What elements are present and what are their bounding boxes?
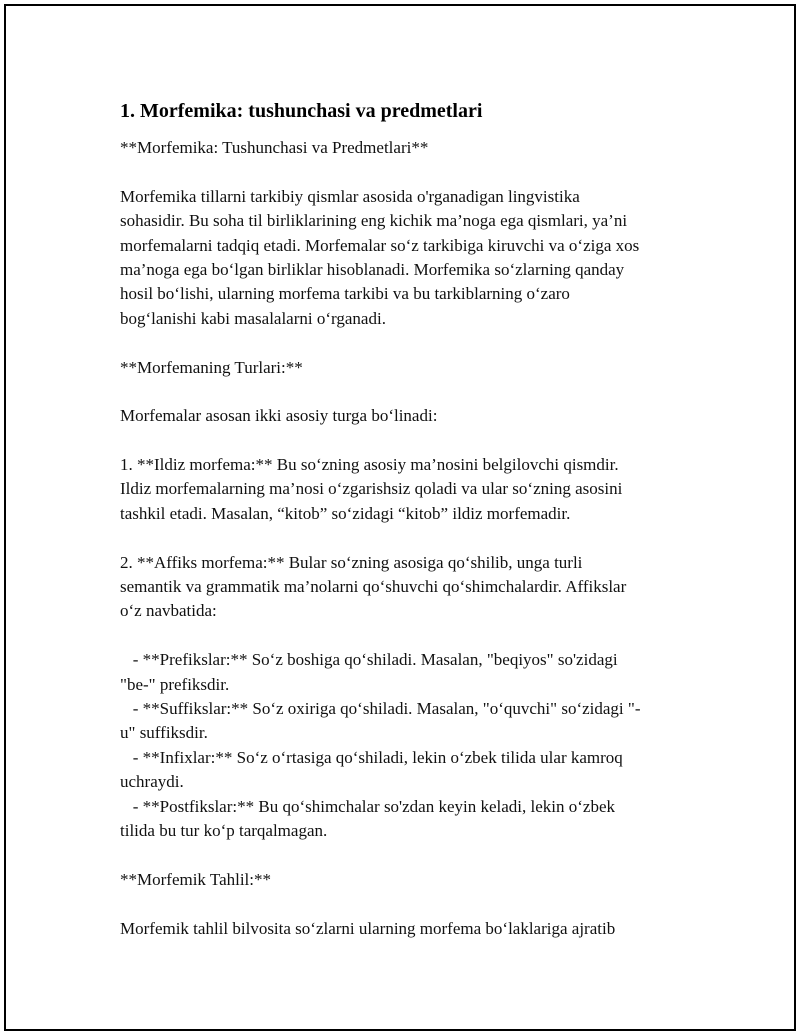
document-text — [120, 136, 700, 941]
text-line: - **Postfikslar:** Bu qo‘shimchalar so'zdan keyin keladi, lekin o‘zbek — [120, 796, 616, 816]
text-line: tashkil etadi. Masalan, “kitob” so‘zidagi “kitob” ildiz morfemadir. — [120, 503, 571, 523]
text-line: semantik va grammatik ma’nolarni qo‘shuvchi qo‘shimchalardir. Affikslar — [120, 577, 627, 597]
text-line: 1. **Ildiz morfema:** Bu so‘zning asosiy ma’nosini belgilovchi qismdir. — [120, 455, 619, 475]
text-line: o‘z navbatida: — [120, 601, 217, 621]
blank-line — [120, 624, 700, 648]
text-line: **Morfemik Tahlil:** — [120, 869, 272, 889]
text-line: Morfemik tahlil bilvosita so‘zlarni ularning morfema bo‘laklariga ajratib — [120, 918, 616, 938]
text-line: Ildiz morfemalarning ma’nosi o‘zgarishsiz qoladi va ular so‘zning asosini — [120, 479, 623, 499]
text-line: bog‘lanishi kabi masalalarni o‘rganadi. — [120, 308, 386, 328]
text-line: Morfemalar asosan ikki asosiy turga bo‘linadi: — [120, 406, 438, 426]
text-line: - **Suffikslar:** So‘z oxiriga qo‘shiladi. Masalan, "o‘quvchi" so‘zidagi "- — [120, 698, 641, 718]
blank-line — [120, 892, 700, 916]
text-line: **Morfemaning Turlari:** — [120, 357, 303, 377]
blank-line — [120, 380, 700, 404]
text-line: uchraydi. — [120, 772, 184, 792]
blank-line — [120, 331, 700, 355]
text-line: Morfemika tillarni tarkibiy qismlar asosida o'rganadigan lingvistika — [120, 186, 580, 206]
document-body — [120, 98, 700, 941]
blank-line — [120, 429, 700, 453]
text-line: sohasidir. Bu soha til birliklarining eng kichik ma’noga ega qismlari, ya’ni — [120, 211, 628, 231]
text-line: - **Prefikslar:** So‘z boshiga qo‘shiladi. Masalan, "beqiyos" so'zidagi — [120, 650, 618, 670]
text-line: ma’noga ega bo‘lgan birliklar hisoblanadi. Morfemika so‘zlarning qanday — [120, 259, 625, 279]
text-line: u" suffiksdir. — [120, 723, 208, 743]
text-line: **Morfemika: Tushunchasi va Predmetlari** — [120, 138, 429, 157]
blank-line — [120, 526, 700, 550]
document-title: 1. Morfemika: tushunchasi va predmetlari — [120, 100, 483, 122]
text-line: 2. **Affiks morfema:** Bular so‘zning asosiga qo‘shilib, unga turli — [120, 552, 583, 572]
text-line: "be-" prefiksdir. — [120, 674, 230, 694]
blank-line — [120, 160, 700, 184]
document-page — [4, 4, 796, 1031]
text-line: morfemalarni tadqiq etadi. Morfemalar so‘z tarkibiga kiruvchi va o‘ziga xos — [120, 235, 640, 255]
text-line: tilida bu tur ko‘p tarqalmagan. — [120, 820, 328, 840]
text-line: - **Infixlar:** So‘z o‘rtasiga qo‘shiladi, lekin o‘zbek tilida ular kamroq — [120, 747, 623, 767]
text-line: hosil bo‘lishi, ularning morfema tarkibi va bu tarkiblarning o‘zaro — [120, 284, 570, 304]
blank-line — [120, 843, 700, 867]
